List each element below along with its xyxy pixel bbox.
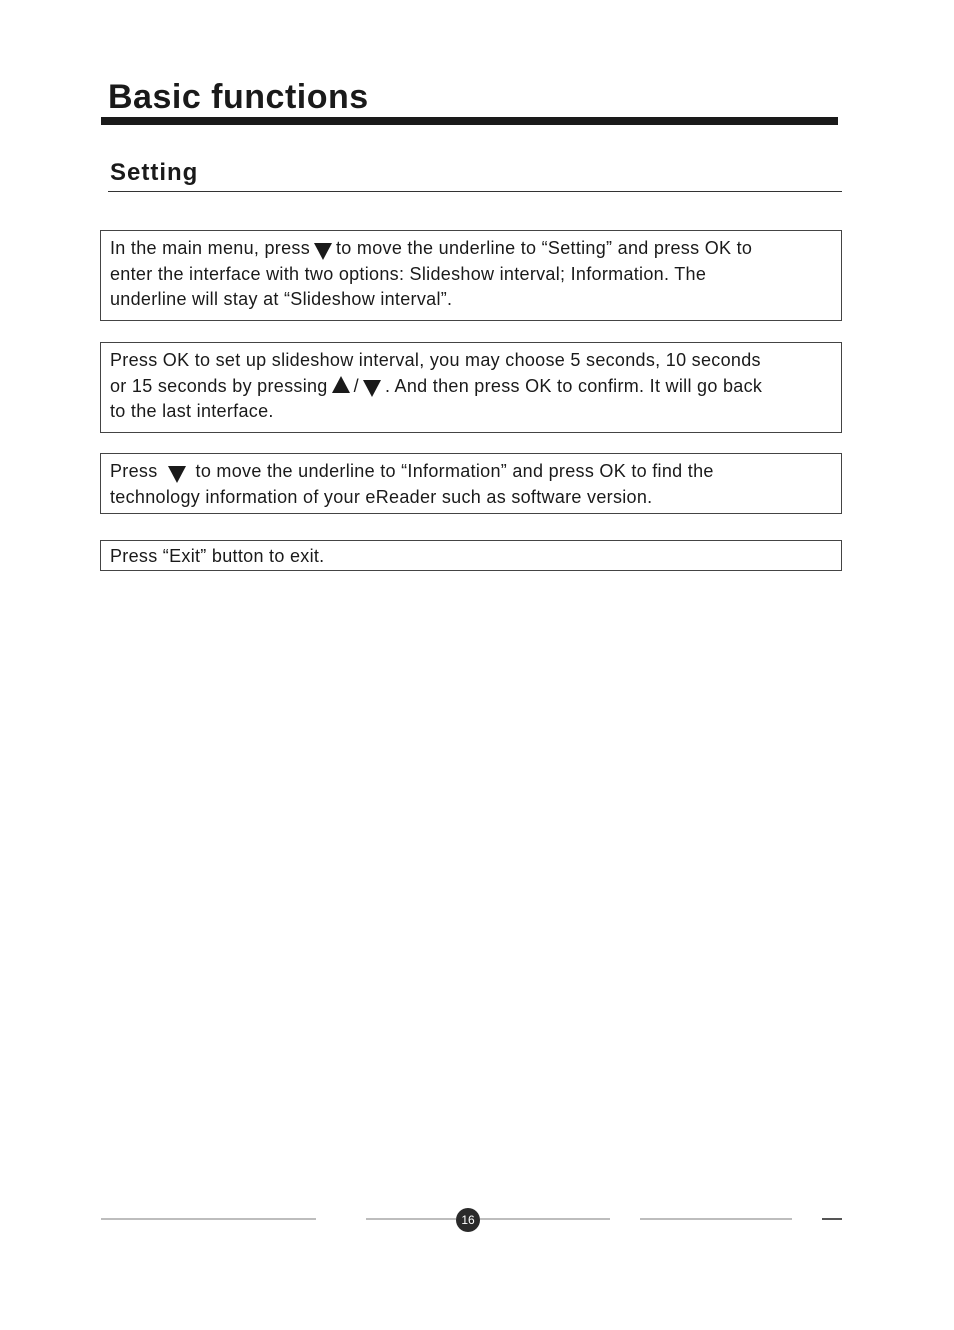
instruction-box-3	[100, 453, 842, 514]
instruction-text: or 15 seconds by pressing	[110, 375, 328, 396]
instruction-line: to the last interface.	[110, 401, 274, 421]
footer-rule-end	[822, 1218, 842, 1220]
footer-rule-right-inner	[480, 1218, 610, 1220]
instruction-line: technology information of your eReader such as software version.	[110, 486, 653, 507]
up-arrow-icon	[332, 376, 350, 393]
down-arrow-icon	[363, 380, 381, 397]
instruction-text: Press	[110, 461, 158, 481]
page-number: 16	[456, 1208, 480, 1232]
section-title: Setting	[110, 159, 199, 186]
instruction-text: In the main menu, press	[110, 238, 310, 258]
footer-rule-left	[101, 1218, 316, 1220]
down-arrow-icon	[314, 243, 332, 260]
title-rule	[101, 117, 838, 125]
instruction-text: to move the underline to “Information” and press OK to find the	[195, 461, 714, 481]
instruction-box-2	[100, 342, 842, 433]
footer-rule-left-inner	[366, 1218, 456, 1220]
down-arrow-icon	[168, 466, 186, 483]
instruction-line	[110, 236, 833, 262]
instruction-line: underline will stay at “Slideshow interval”.	[110, 289, 453, 309]
instruction-line: Press OK to set up slideshow interval, you may choose 5 seconds, 10 seconds	[110, 350, 761, 370]
instruction-text: to move the underline to “Setting” and press OK to	[336, 238, 753, 258]
instruction-box-1	[100, 230, 842, 321]
separator-slash: /	[353, 375, 359, 396]
page-title: Basic functions	[108, 78, 369, 116]
instruction-line: enter the interface with two options: Slideshow interval; Information. The	[110, 263, 707, 284]
instruction-box-4	[100, 540, 842, 571]
instruction-line	[110, 459, 833, 485]
instruction-text: . And then press OK to confirm. It will go back	[384, 375, 763, 396]
section-rule	[108, 191, 842, 192]
instruction-line	[110, 374, 833, 400]
footer-rule-right	[640, 1218, 792, 1220]
instruction-line: Press “Exit” button to exit.	[110, 546, 325, 566]
